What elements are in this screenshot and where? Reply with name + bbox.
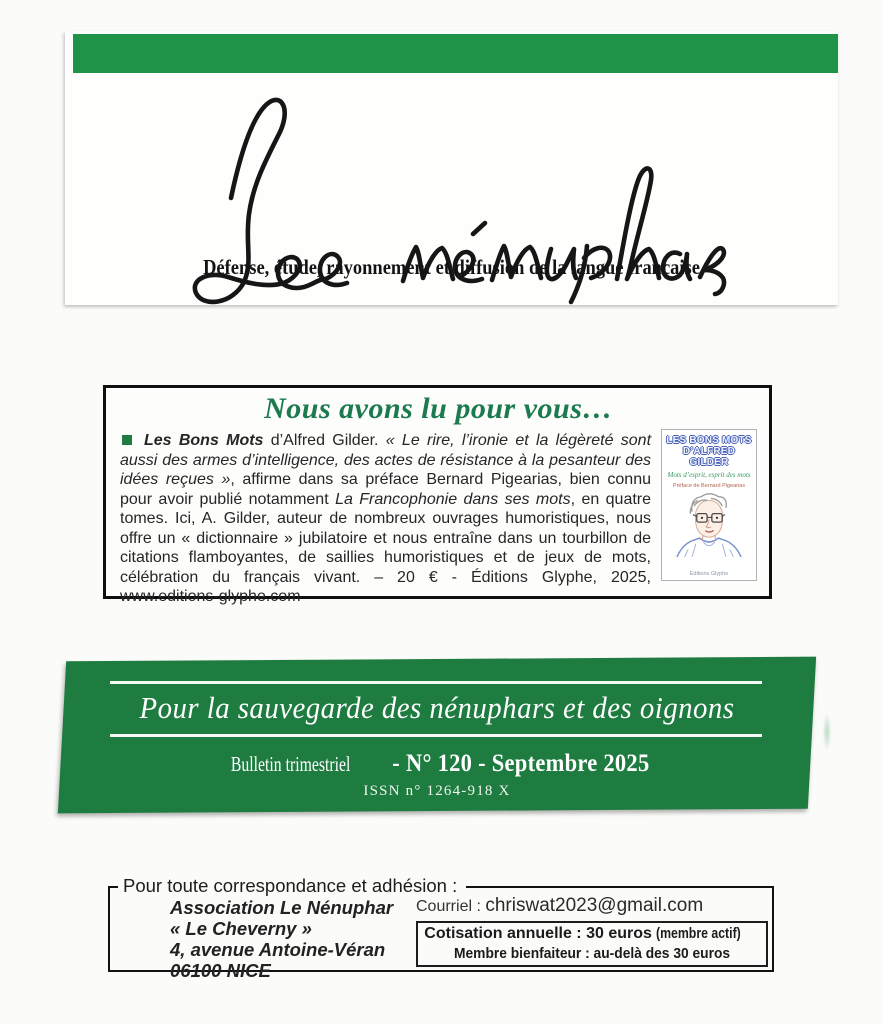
address-line: « Le Cheverny » bbox=[170, 918, 312, 939]
issue-banner bbox=[62, 659, 812, 811]
annual-dues: Cotisation annuelle : 30 euros bbox=[424, 925, 652, 942]
issue-number-date: - N° 120 - Septembre 2025 bbox=[392, 750, 650, 777]
review-run: d’Alfred Gilder. bbox=[263, 432, 386, 449]
book-cover-title-line1: LES BONS MOTS bbox=[666, 435, 752, 446]
masthead bbox=[65, 31, 838, 305]
banner-rule-top bbox=[110, 681, 762, 684]
contact-box bbox=[108, 875, 774, 981]
review-run: , en quatre tomes. Ici, A. Gilder, auteur de nombreux ouvrages humoristiques, nous offre un « dictionnaire » jubilatoire et nous entraîne dans un tourbillon de citations flamboyantes, de saillies humoristiques et de jeux de mots, célébration du français vivant. – 20 € - Éditions Glyphe, 2025, www.editions-glyphe.com bbox=[120, 490, 652, 605]
author-caricature bbox=[667, 491, 751, 557]
review-box bbox=[103, 385, 772, 605]
book-cover-subtitle: Mots d’esprit, esprit des mots bbox=[667, 471, 751, 479]
banner-slogan: Pour la sauvegarde des nénuphars et des oignons bbox=[139, 690, 735, 725]
book-cover bbox=[661, 429, 757, 581]
review-title: Nous avons lu pour vous… bbox=[264, 392, 613, 425]
dues-line-1 bbox=[424, 924, 759, 944]
review-run: , affirme dans sa préface Bernard Pigearias, bien connu pour avoir publié notamment bbox=[120, 471, 652, 508]
address-line: Association Le Nénuphar bbox=[170, 897, 394, 918]
book-cover-preface: Préface de Bernard Pigearias bbox=[672, 483, 746, 489]
contact-box-title: Pour toute correspondance et adhésion : bbox=[118, 875, 466, 897]
address-line: 4, avenue Antoine-Véran bbox=[170, 939, 386, 960]
referenced-work-title: La Francophonie dans ses mots bbox=[335, 490, 571, 508]
bulletin-frequency-label: Bulletin trimestriel bbox=[230, 751, 350, 776]
membership-dues-box bbox=[416, 921, 768, 967]
banner-rule-bottom bbox=[110, 734, 762, 737]
email-address: chriswat2023@gmail.com bbox=[485, 895, 704, 916]
issn-line: ISSN n° 1264-918 X bbox=[363, 783, 511, 799]
scan-artifact bbox=[823, 713, 831, 751]
association-address bbox=[170, 897, 393, 981]
logo-text bbox=[65, 31, 66, 32]
book-cover-title-line2: D’ALFRED GILDER bbox=[682, 446, 736, 468]
book-cover-publisher: Éditions Glyphe bbox=[689, 571, 729, 577]
banner-issue-line bbox=[62, 749, 812, 779]
green-square-bullet-icon bbox=[122, 435, 132, 445]
email-row bbox=[416, 895, 703, 917]
masthead-tagline: Défense, étude, rayonnement et diffusion de la langue française bbox=[203, 255, 700, 279]
benefactor-dues: Membre bienfaiteur : au-delà des 30 euros bbox=[453, 945, 731, 962]
address-line: 06100 NICE bbox=[170, 960, 271, 981]
dues-line-2 bbox=[442, 944, 742, 964]
active-member-note: (membre actif) bbox=[656, 925, 742, 942]
email-label: Courriel : bbox=[416, 898, 481, 915]
book-title-inline: Les Bons Mots bbox=[144, 432, 264, 449]
review-quote: « Le rire, l’ironie et la légèreté sont aussi des armes d’intelligence, des actes de résistance à la pesanteur des idées reçues » bbox=[120, 432, 652, 488]
